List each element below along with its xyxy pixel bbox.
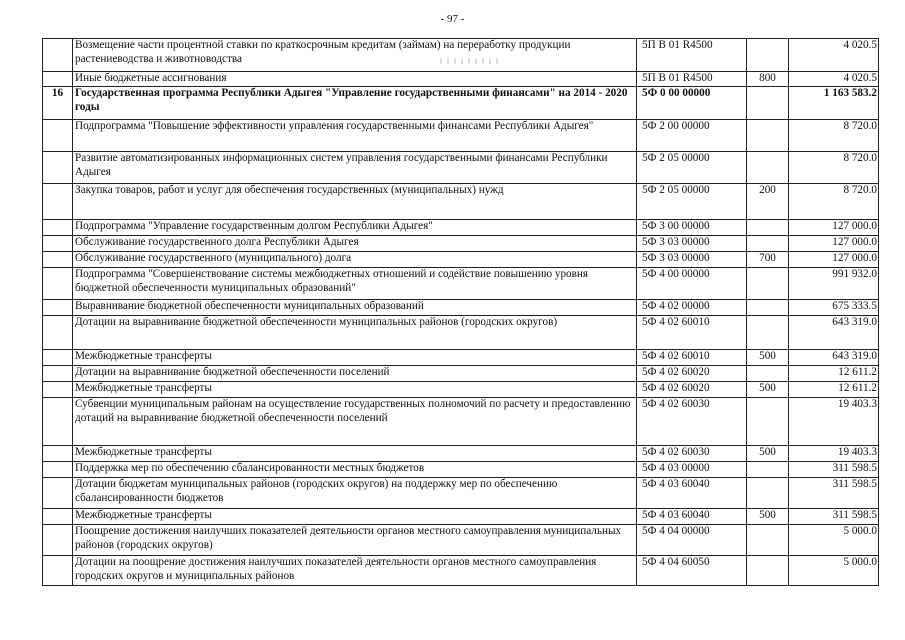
expense-type-cell	[747, 316, 789, 350]
row-number-cell	[43, 72, 73, 87]
expense-type-cell	[747, 478, 789, 509]
table-row	[43, 300, 879, 316]
item-name-cell: Межбюджетные трансферты	[73, 382, 637, 398]
amount-cell: 19 403.3	[789, 446, 879, 462]
row-number-cell	[43, 184, 73, 220]
amount-cell: 12 611.2	[789, 382, 879, 398]
expense-type-cell: 500	[747, 509, 789, 525]
row-number-cell	[43, 236, 73, 252]
amount-cell: 311 598.5	[789, 462, 879, 478]
table-row	[43, 462, 879, 478]
item-name-cell: Межбюджетные трансферты	[73, 446, 637, 462]
target-article-code-cell: 5Ф 4 02 60010	[637, 350, 747, 366]
item-name-cell: Развитие автоматизированных информационных систем управления государственными финансами Республики Адыгея	[73, 152, 637, 184]
table-row	[43, 268, 879, 300]
target-article-code-cell: 5Ф 4 02 60020	[637, 382, 747, 398]
row-number-cell	[43, 120, 73, 152]
row-number-cell	[43, 462, 73, 478]
target-article-code-cell: 5Ф 4 02 60030	[637, 398, 747, 446]
expense-type-cell	[747, 268, 789, 300]
target-article-code-cell: 5Ф 4 02 60030	[637, 446, 747, 462]
target-article-code-cell: 5Ф 3 00 00000	[637, 220, 747, 236]
target-article-code-cell: 5Ф 2 05 00000	[637, 184, 747, 220]
expense-type-cell	[747, 366, 789, 382]
item-name-cell: Иные бюджетные ассигнования	[73, 72, 637, 87]
target-article-code-cell: 5П В 01 R4500	[637, 39, 747, 72]
row-number-cell	[43, 446, 73, 462]
amount-cell: 643 319.0	[789, 350, 879, 366]
target-article-code-cell: 5Ф 4 02 60020	[637, 366, 747, 382]
expense-type-cell	[747, 398, 789, 446]
amount-cell: 5 000.0	[789, 525, 879, 556]
amount-cell: 675 333.5	[789, 300, 879, 316]
item-name-cell: Дотации бюджетам муниципальных районов (городских округов) на поддержку мер по обеспечению сбалансированности бюджетов	[73, 478, 637, 509]
item-name-cell: Подпрограмма "Совершенствование системы межбюджетных отношений и содействие повышению уровня бюджетной обеспеченности муниципальных образований"	[73, 268, 637, 300]
amount-cell: 5 000.0	[789, 556, 879, 586]
expense-type-cell	[747, 39, 789, 72]
amount-cell: 643 319.0	[789, 316, 879, 350]
item-name-cell: Государственная программа Республики Адыгея "Управление государственными финансами" на 2014 - 2020 годы	[73, 87, 637, 120]
target-article-code-cell: 5Ф 4 04 60050	[637, 556, 747, 586]
amount-cell: 8 720.0	[789, 184, 879, 220]
expense-type-cell	[747, 462, 789, 478]
row-number-cell	[43, 39, 73, 72]
table-row	[43, 525, 879, 556]
item-name-cell: Дотации на выравнивание бюджетной обеспеченности поселений	[73, 366, 637, 382]
row-number-cell: 16	[43, 87, 73, 120]
row-number-cell	[43, 509, 73, 525]
table-row	[43, 398, 879, 446]
amount-cell: 8 720.0	[789, 152, 879, 184]
row-number-cell	[43, 525, 73, 556]
target-article-code-cell: 5Ф 4 03 60040	[637, 509, 747, 525]
expense-type-cell: 500	[747, 446, 789, 462]
target-article-code-cell: 5Ф 2 05 00000	[637, 152, 747, 184]
amount-cell: 1 163 583.2	[789, 87, 879, 120]
table-row	[43, 152, 879, 184]
amount-cell: 12 611.2	[789, 366, 879, 382]
amount-cell: 127 000.0	[789, 220, 879, 236]
amount-cell: 127 000.0	[789, 252, 879, 268]
item-name-cell: Межбюджетные трансферты	[73, 350, 637, 366]
amount-cell: 311 598.5	[789, 478, 879, 509]
expense-type-cell: 500	[747, 382, 789, 398]
target-article-code-cell: 5П В 01 R4500	[637, 72, 747, 87]
item-name-cell: Поддержка мер по обеспечению сбалансированности местных бюджетов	[73, 462, 637, 478]
item-name-cell: Возмещение части процентной ставки по краткосрочным кредитам (займам) на переработку продукции растениеводства и животноводства	[73, 39, 637, 72]
amount-cell: 19 403.3	[789, 398, 879, 446]
item-name-cell: Субвенции муниципальным районам на осуществление государственных полномочий по расчету и предоставлению дотаций на выравнивание бюджетной обеспеченности поселений	[73, 398, 637, 446]
row-number-cell	[43, 316, 73, 350]
row-number-cell	[43, 300, 73, 316]
row-number-cell	[43, 350, 73, 366]
table-row	[43, 350, 879, 366]
item-name-cell: Выравнивание бюджетной обеспеченности муниципальных образований	[73, 300, 637, 316]
target-article-code-cell: 5Ф 2 00 00000	[637, 120, 747, 152]
expense-type-cell	[747, 236, 789, 252]
target-article-code-cell: 5Ф 0 00 00000	[637, 87, 747, 120]
row-number-cell	[43, 220, 73, 236]
amount-cell: 8 720.0	[789, 120, 879, 152]
target-article-code-cell: 5Ф 4 00 00000	[637, 268, 747, 300]
item-name-cell: Поощрение достижения наилучших показателей деятельности органов местного самоуправления муниципальных районов (городских округов)	[73, 525, 637, 556]
expense-type-cell	[747, 220, 789, 236]
budget-table	[42, 38, 879, 586]
target-article-code-cell: 5Ф 4 02 60010	[637, 316, 747, 350]
item-name-cell: Дотации на выравнивание бюджетной обеспеченности муниципальных районов (городских округов)	[73, 316, 637, 350]
table-row	[43, 252, 879, 268]
item-name-cell: Подпрограмма "Повышение эффективности управления государственными финансами Республики Адыгея"	[73, 120, 637, 152]
expense-type-cell	[747, 87, 789, 120]
expense-type-cell: 700	[747, 252, 789, 268]
expense-type-cell	[747, 525, 789, 556]
row-number-cell	[43, 252, 73, 268]
table-row	[43, 556, 879, 586]
expense-type-cell: 500	[747, 350, 789, 366]
target-article-code-cell: 5Ф 3 03 00000	[637, 252, 747, 268]
row-number-cell	[43, 382, 73, 398]
amount-cell: 127 000.0	[789, 236, 879, 252]
target-article-code-cell: 5Ф 4 03 60040	[637, 478, 747, 509]
target-article-code-cell: 5Ф 4 02 00000	[637, 300, 747, 316]
target-article-code-cell: 5Ф 4 03 00000	[637, 462, 747, 478]
table-row	[43, 87, 879, 120]
item-name-cell: Закупка товаров, работ и услуг для обеспечения государственных (муниципальных) нужд	[73, 184, 637, 220]
amount-cell: 4 020.5	[789, 72, 879, 87]
expense-type-cell	[747, 152, 789, 184]
table-row	[43, 236, 879, 252]
row-number-cell	[43, 366, 73, 382]
item-name-cell: Обслуживание государственного (муниципального) долга	[73, 252, 637, 268]
row-number-cell	[43, 398, 73, 446]
item-name-cell: Дотации на поощрение достижения наилучших показателей деятельности органов местного самоуправления городских округов и муниципальных районов	[73, 556, 637, 586]
expense-type-cell	[747, 120, 789, 152]
table-row	[43, 366, 879, 382]
table-row	[43, 120, 879, 152]
table-row	[43, 382, 879, 398]
row-number-cell	[43, 478, 73, 509]
target-article-code-cell: 5Ф 4 04 00000	[637, 525, 747, 556]
expense-type-cell: 800	[747, 72, 789, 87]
table-row	[43, 509, 879, 525]
expense-type-cell	[747, 300, 789, 316]
table-row	[43, 72, 879, 87]
amount-cell: 991 932.0	[789, 268, 879, 300]
item-name-cell: Подпрограмма "Управление государственным долгом Республики Адыгея"	[73, 220, 637, 236]
row-number-cell	[43, 556, 73, 586]
budget-table-body	[43, 39, 879, 586]
target-article-code-cell: 5Ф 3 03 00000	[637, 236, 747, 252]
table-row	[43, 220, 879, 236]
expense-type-cell: 200	[747, 184, 789, 220]
table-row	[43, 39, 879, 72]
row-number-cell	[43, 268, 73, 300]
table-row	[43, 478, 879, 509]
expense-type-cell	[747, 556, 789, 586]
row-number-cell	[43, 152, 73, 184]
item-name-cell: Межбюджетные трансферты	[73, 509, 637, 525]
amount-cell: 4 020.5	[789, 39, 879, 72]
table-row	[43, 316, 879, 350]
amount-cell: 311 598.5	[789, 509, 879, 525]
page-number: - 97 -	[440, 13, 465, 25]
item-name-cell: Обслуживание государственного долга Республики Адыгея	[73, 236, 637, 252]
table-row	[43, 446, 879, 462]
table-row	[43, 184, 879, 220]
